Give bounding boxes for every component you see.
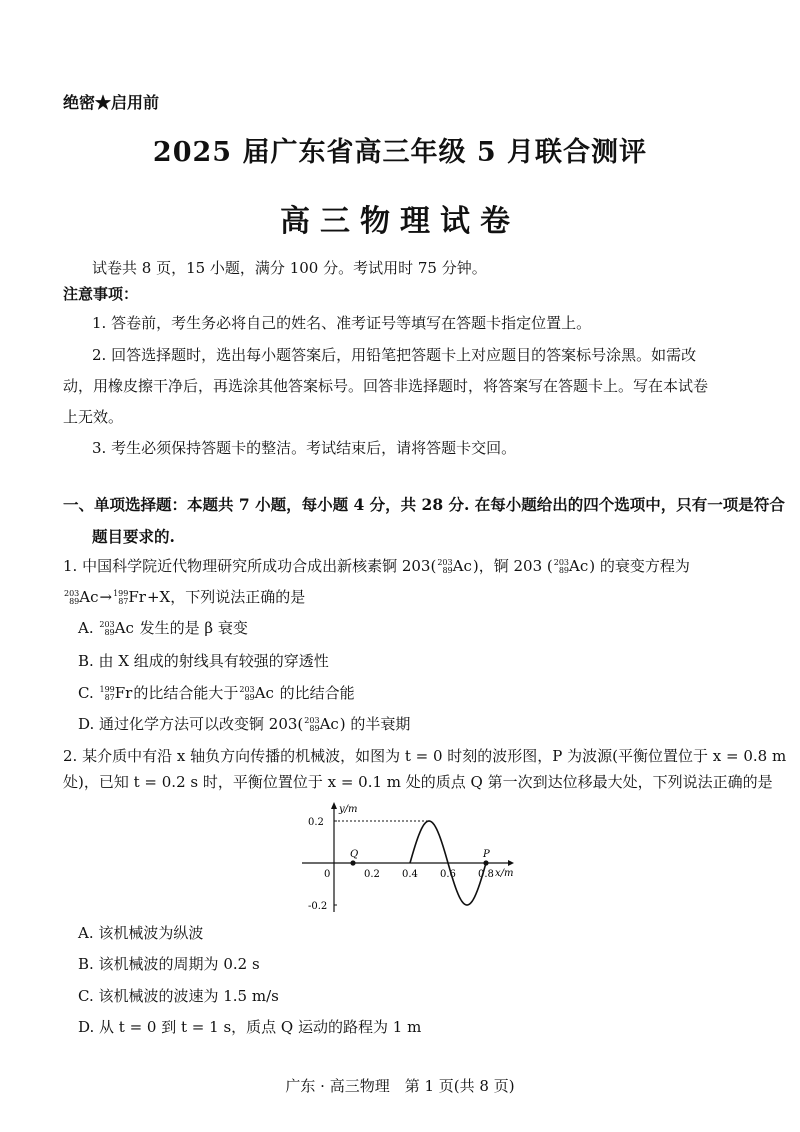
nuclide-ac203: 203 89 Ac (304, 715, 339, 733)
nuclide-fr199: 199 87 Fr (113, 588, 146, 606)
q1-option-a: A. 203 89 Ac 发生的是 β 衰变 (78, 619, 248, 637)
q2-stem-line-1: 2. 某介质中有沿 x 轴负方向传播的机械波，如图为 t = 0 时刻的波形图，P 为波源(平衡位置位于 x = 0.8 m (63, 747, 787, 765)
x-tick-label: 0 (324, 869, 331, 880)
nuclide-fr199: 199 87 Fr (99, 684, 133, 702)
q1-stem-line-2: 203 89 Ac→ 199 87 Fr+X，下列说法正确的是 (64, 588, 306, 606)
point-q (350, 860, 355, 865)
q2-option-c: C. 该机械波的波速为 1.5 m/s (78, 987, 279, 1005)
confidential-label: 绝密★启用前 (63, 93, 160, 112)
x-axis-arrow (508, 860, 514, 866)
x-tick-label: 0.4 (402, 869, 418, 880)
q2-option-b: B. 该机械波的周期为 0.2 s (78, 955, 260, 973)
note-2-line-2: 动，用橡皮擦干净后，再选涂其他答案标号。回答非选择题时，将答案写在答题卡上。写在本试卷 (63, 377, 709, 395)
point-label-p: P (483, 849, 490, 860)
x-tick-label: 0.8 (478, 869, 494, 880)
nuclide-ac203: 203 89 Ac (553, 557, 589, 575)
y-axis-arrow (331, 802, 337, 809)
nuclide-ac203: 203 89 Ac (239, 684, 274, 702)
q1-option-b: B. 由 X 组成的射线具有较强的穿透性 (78, 652, 329, 670)
notes-heading: 注意事项： (63, 285, 139, 303)
exam-info: 试卷共 8 页，15 小题，满分 100 分。考试用时 75 分钟。 (92, 259, 487, 277)
exam-title: 2025 届广东省高三年级 5 月联合测评 (152, 137, 648, 168)
nuclide-ac203: 203 89 Ac (99, 619, 134, 637)
q1-option-c: C. 199 87 Fr的比结合能大于 203 89 Ac 的比结合能 (78, 684, 355, 702)
y-tick-label: 0.2 (308, 817, 324, 828)
section-title-cont: 题目要求的. (92, 527, 175, 546)
x-tick-label: 0.2 (364, 869, 380, 880)
point-p (483, 860, 488, 865)
q2-stem-line-2: 处)，已知 t = 0.2 s 时，平衡位置位于 x = 0.1 m 处的质点 Q 第一次到达位移最大处，下列说法正确的是 (63, 773, 773, 791)
q1-option-d: D. 通过化学方法可以改变锕 203( 203 89 Ac) 的半衰期 (78, 715, 411, 733)
q2-option-a: A. 该机械波为纵波 (78, 924, 204, 942)
q1-stem-line-1: 1. 中国科学院近代物理研究所成功合成出新核素锕 203( 203 89 Ac)，锕 203 ( 203 89 Ac) 的衰变方程为 (63, 557, 690, 575)
exam-subject-title: 高三物理试卷 (280, 204, 520, 239)
note-2-line-3: 上无效。 (63, 408, 124, 426)
section-title: 一、单项选择题：本题共 7 小题，每小题 4 分，共 28 分. 在每小题给出的四个选项中，只有一项是符合 (63, 495, 785, 514)
x-tick-label: 0.6 (440, 869, 456, 880)
nuclide-ac203: 203 89 Ac (64, 588, 99, 606)
note-1: 1. 答卷前，考生务必将自己的姓名、准考证号等填写在答题卡指定位置上。 (92, 314, 592, 332)
note-2-line-1: 2. 回答选择题时，选出每小题答案后，用铅笔把答题卡上对应题目的答案标号涂黑。如需改 (92, 346, 697, 364)
nuclide-ac203: 203 89 Ac (437, 557, 472, 575)
note-3: 3. 考生必须保持答题卡的整洁。考试结束后，请将答题卡交回。 (92, 439, 517, 457)
wave-graph (290, 800, 520, 915)
q2-option-d: D. 从 t = 0 到 t = 1 s，质点 Q 运动的路程为 1 m (78, 1018, 422, 1036)
x-axis-label: x/m (495, 868, 514, 879)
y-tick-label: -0.2 (308, 901, 328, 912)
page-footer: 广东 · 高三物理 第 1 页(共 8 页) (285, 1077, 515, 1095)
y-axis-label: y/m (339, 804, 358, 815)
point-label-q: Q (350, 849, 359, 860)
